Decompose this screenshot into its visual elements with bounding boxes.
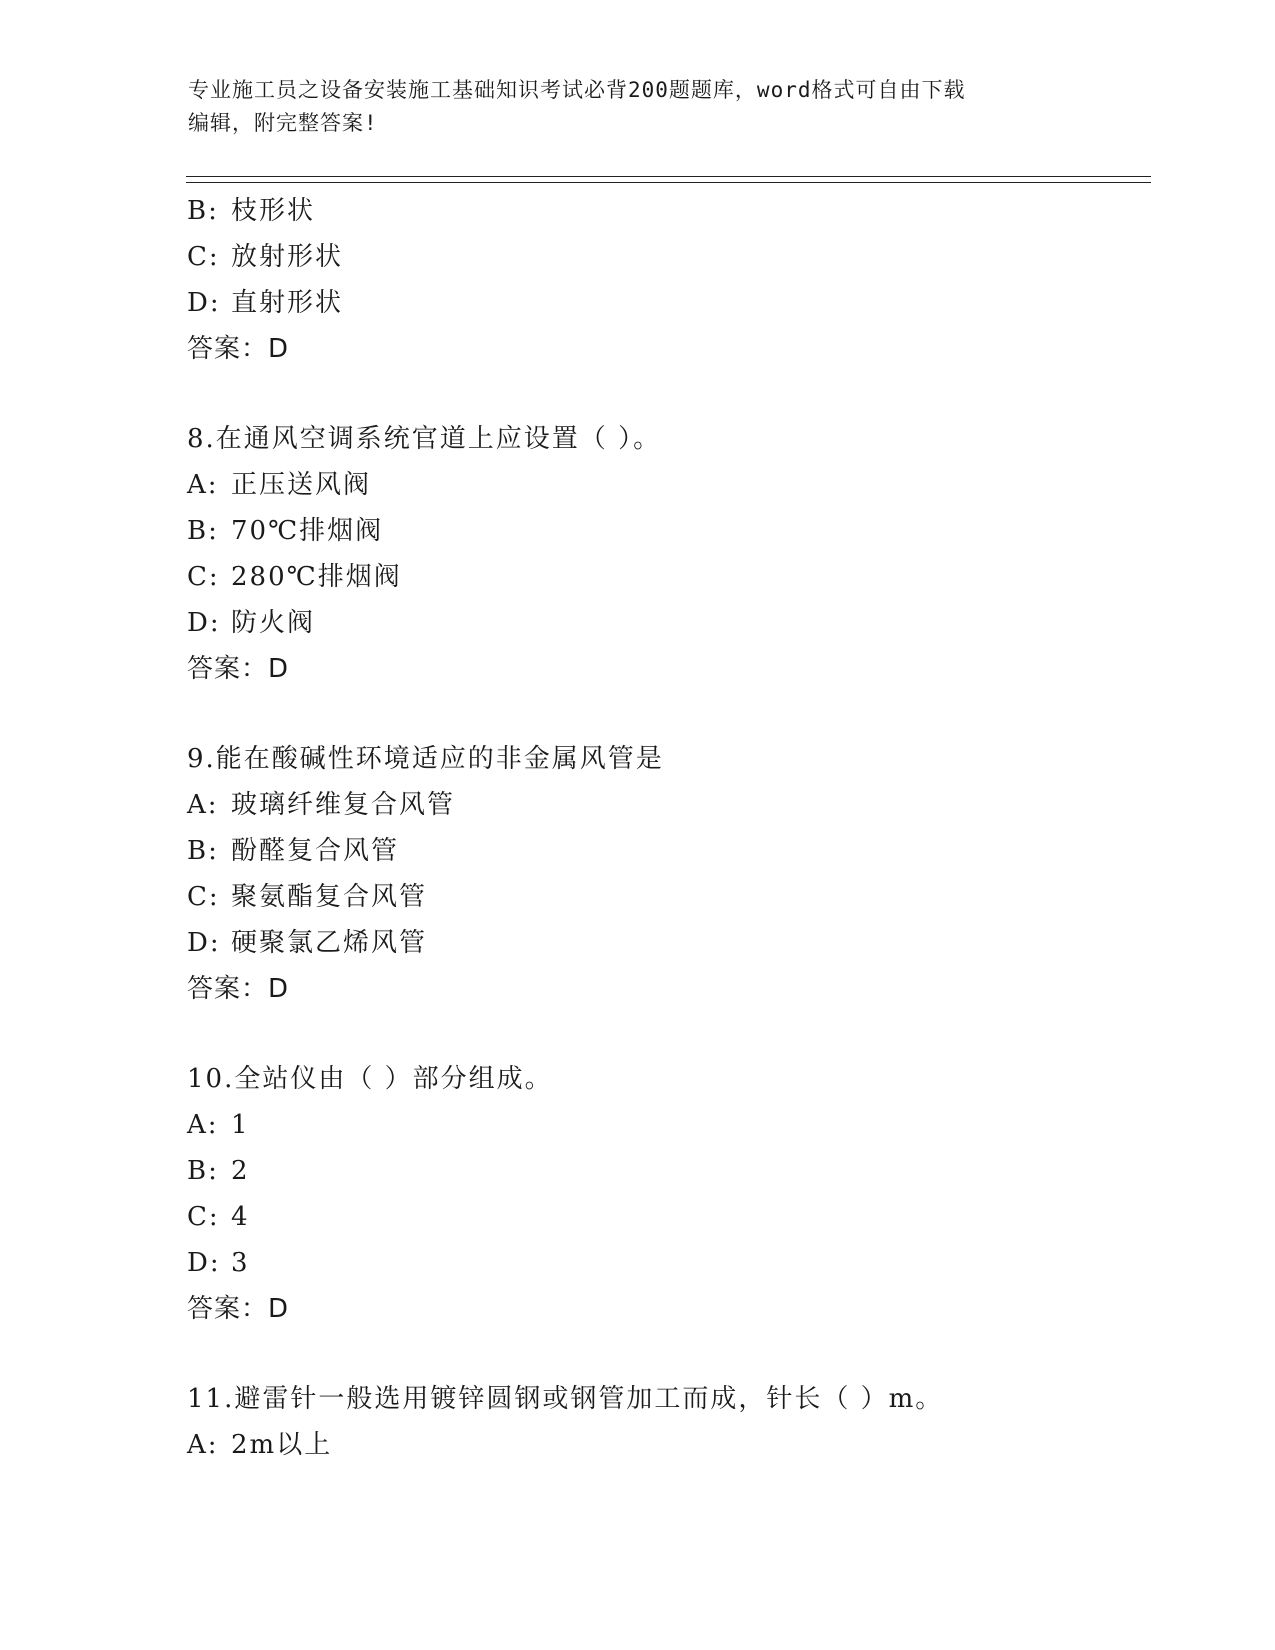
option-text: 放射形状: [231, 242, 344, 272]
option-letter: B:: [187, 516, 219, 546]
header-divider-bottom: [186, 182, 1151, 183]
option-c: [187, 874, 1147, 920]
option-letter: B:: [187, 196, 219, 226]
question-block-8: [187, 416, 1147, 692]
option-text: 3: [231, 1248, 250, 1278]
answer-line: 答案：D: [187, 654, 290, 684]
answer-line: 答案：D: [187, 1294, 290, 1324]
option-b: [187, 188, 1147, 234]
option-text: 2m以上: [231, 1430, 333, 1460]
option-text: 酚醛复合风管: [231, 836, 400, 866]
option-letter: C:: [187, 882, 220, 912]
option-a: [187, 782, 1147, 828]
option-d: [187, 920, 1147, 966]
option-d: [187, 600, 1147, 646]
document-header: [188, 74, 1068, 140]
option-letter: C:: [187, 1202, 220, 1232]
answer-line: 答案：D: [187, 334, 290, 364]
option-a: [187, 462, 1147, 508]
option-letter: D:: [187, 928, 221, 958]
option-text: 2: [231, 1156, 250, 1186]
option-text: 防火阀: [231, 608, 316, 638]
option-b: [187, 828, 1147, 874]
option-text: 聚氨酯复合风管: [231, 882, 428, 912]
answer-line: 答案：D: [187, 974, 290, 1004]
option-text: 70℃排烟阀: [231, 516, 384, 546]
question-stem: 10.全站仪由（ ）部分组成。: [187, 1064, 553, 1094]
option-d: [187, 1240, 1147, 1286]
option-a: [187, 1102, 1147, 1148]
option-b: [187, 1148, 1147, 1194]
option-c: [187, 234, 1147, 280]
option-letter: A:: [187, 470, 219, 500]
option-letter: D:: [187, 288, 221, 318]
option-text: 正压送风阀: [231, 470, 372, 500]
option-letter: B:: [187, 836, 219, 866]
question-stem: 8.在通风空调系统官道上应设置（ ）。: [187, 424, 662, 454]
option-text: 玻璃纤维复合风管: [231, 790, 456, 820]
question-stem: 11.避雷针一般选用镀锌圆钢或钢管加工而成，针长（ ）m。: [187, 1384, 944, 1414]
question-block-9: [187, 736, 1147, 1012]
header-divider-top: [186, 176, 1151, 177]
option-letter: A:: [187, 790, 219, 820]
option-text: 枝形状: [231, 196, 316, 226]
option-c: [187, 554, 1147, 600]
option-text: 1: [231, 1110, 250, 1140]
option-letter: B:: [187, 1156, 219, 1186]
option-letter: D:: [187, 1248, 221, 1278]
question-block-continued: [187, 188, 1147, 372]
option-text: 280℃排烟阀: [231, 562, 402, 592]
option-a: [187, 1422, 1147, 1468]
option-text: 4: [231, 1202, 250, 1232]
option-letter: D:: [187, 608, 221, 638]
question-content: [187, 188, 1147, 1468]
option-letter: A:: [187, 1430, 219, 1460]
question-block-11: [187, 1376, 1147, 1468]
option-text: 直射形状: [231, 288, 344, 318]
question-stem: 9.能在酸碱性环境适应的非金属风管是: [187, 744, 664, 774]
option-letter: A:: [187, 1110, 219, 1140]
option-letter: C:: [187, 562, 220, 592]
option-text: 硬聚氯乙烯风管: [231, 928, 428, 958]
question-block-10: [187, 1056, 1147, 1332]
option-c: [187, 1194, 1147, 1240]
option-b: [187, 508, 1147, 554]
option-d: [187, 280, 1147, 326]
header-line-2: 编辑，附完整答案!: [188, 111, 378, 135]
header-line-1: 专业施工员之设备安装施工基础知识考试必背200题题库，word格式可自由下载: [188, 78, 966, 102]
option-letter: C:: [187, 242, 220, 272]
